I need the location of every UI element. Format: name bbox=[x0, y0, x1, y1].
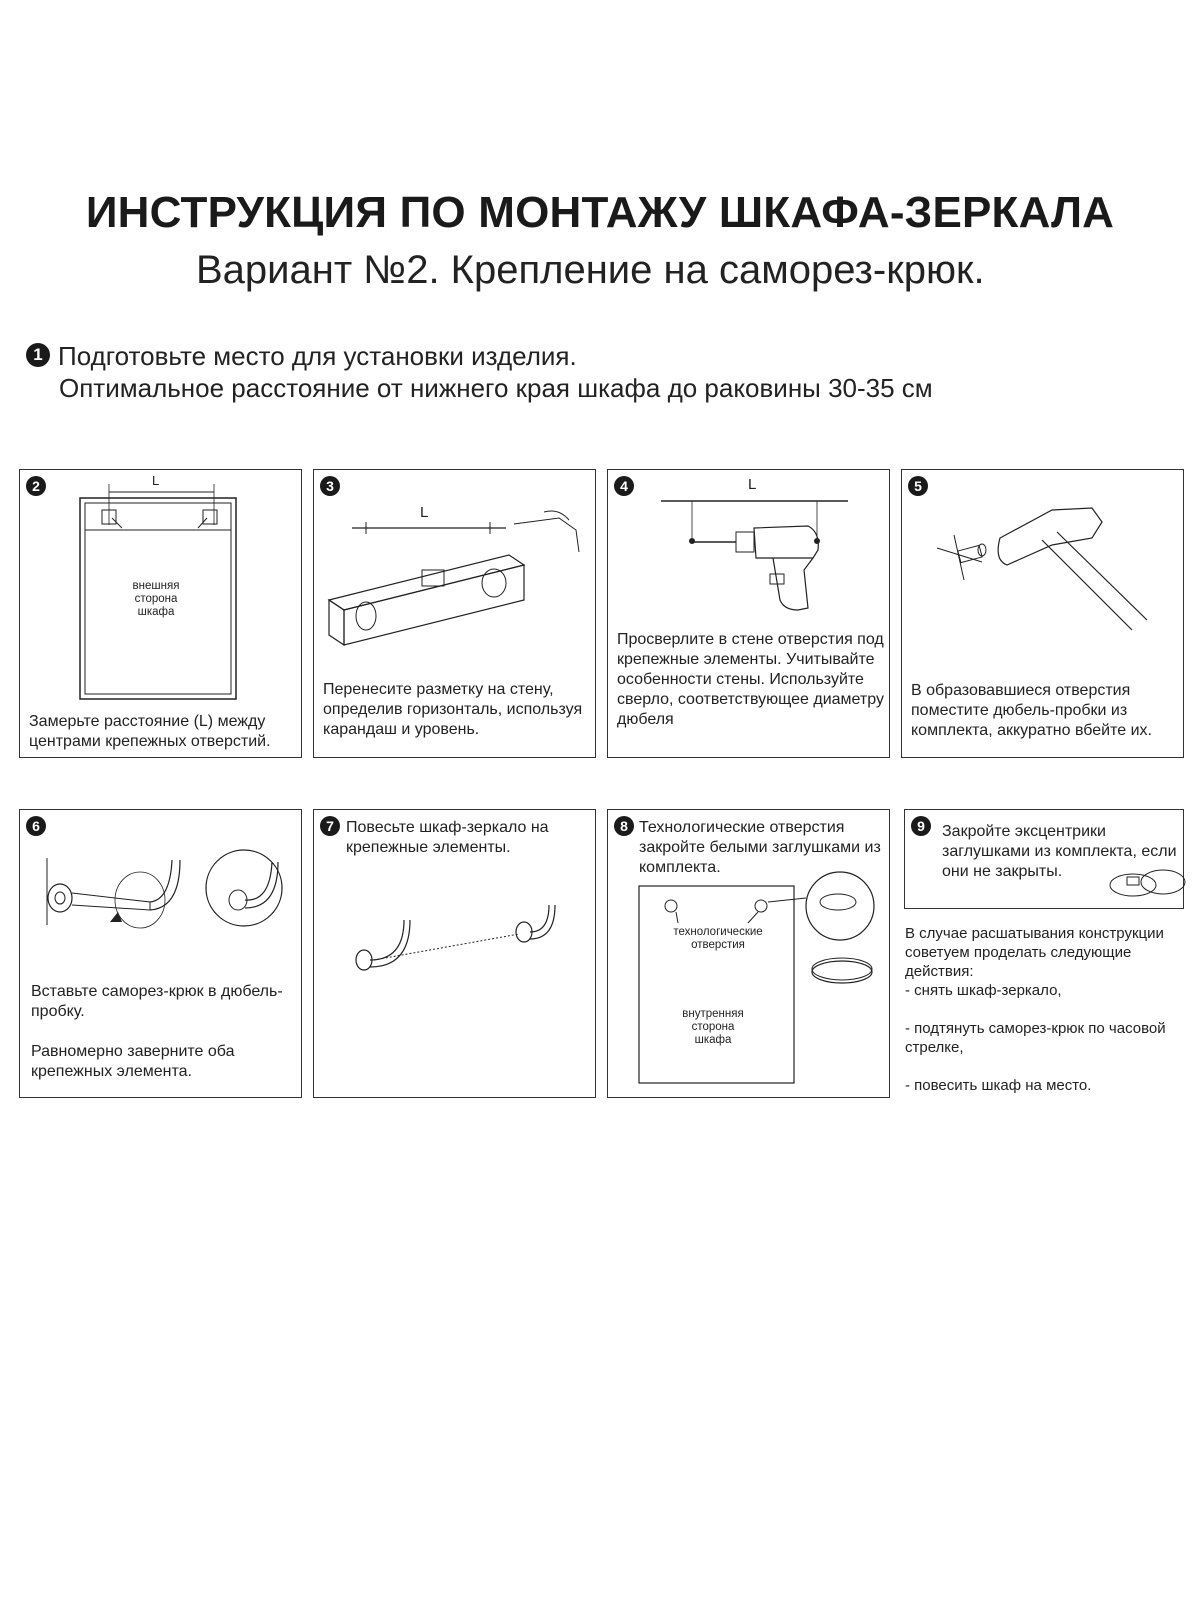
step-2-l-label: L bbox=[152, 473, 160, 488]
notes-item-3: - повесить шкаф на место. bbox=[905, 1077, 1092, 1094]
step-6-panel bbox=[19, 809, 302, 1098]
step-2-panel bbox=[19, 469, 302, 758]
step-6-text-a: Вставьте саморез-крюк в дюбель-пробку. bbox=[31, 983, 283, 1020]
step-6-text-b: Равномерно заверните оба крепежных элемента. bbox=[31, 1043, 235, 1080]
step-7-number: 7 bbox=[320, 816, 340, 836]
step-3-l-label: L bbox=[420, 504, 429, 521]
step-5-text: В образовавшиеся отверстия поместите дюбель-пробки из комплекта, аккуратно вбейте их. bbox=[911, 682, 1152, 739]
step-3-number: 3 bbox=[320, 476, 340, 496]
step-4-text: Просверлите в стене отверстия под крепежные элементы. Учитывайте особенности стены. Используйте сверло, соответствующее диаметру дюбеля bbox=[617, 631, 884, 728]
step-2-text: Замерьте расстояние (L) между центрами крепежных отверстий. bbox=[29, 713, 271, 750]
page-subtitle: Вариант №2. Крепление на саморез-крюк. bbox=[196, 248, 985, 292]
step-6-number: 6 bbox=[26, 816, 46, 836]
troubleshooting-notes bbox=[905, 924, 1195, 1095]
step-9-text: Закройте эксцентрики заглушками из комплекта, если они не закрыты. bbox=[942, 823, 1177, 880]
page-title: ИНСТРУКЦИЯ ПО МОНТАЖУ ШКАФА-ЗЕРКАЛА bbox=[85, 188, 1115, 237]
step-9-number: 9 bbox=[911, 816, 931, 836]
step-4-panel bbox=[607, 469, 890, 758]
outer-side-label: внешняя сторона шкафа bbox=[132, 580, 180, 618]
step-7-text: Повесьте шкаф-зеркало на крепежные элементы. bbox=[346, 819, 549, 856]
step-3-text: Перенесите разметку на стену, определив горизонталь, используя карандаш и уровень. bbox=[323, 681, 583, 738]
step-1-line2: Оптимальное расстояние от нижнего края шкафа до раковины 30-35 см bbox=[59, 373, 933, 403]
step-4-l-label: L bbox=[748, 476, 757, 493]
step-4-number: 4 bbox=[614, 476, 634, 496]
notes-item-2: - подтянуть саморез-крюк по часовой стрелке, bbox=[905, 1020, 1166, 1056]
step-8-number: 8 bbox=[614, 816, 634, 836]
step-8-text: Технологические отверстия закройте белыми заглушками из комплекта. bbox=[639, 819, 881, 876]
step-5-number: 5 bbox=[908, 476, 928, 496]
step-3-panel bbox=[313, 469, 596, 758]
notes-item-1: - снять шкаф-зеркало, bbox=[905, 982, 1062, 999]
step-1-number: 1 bbox=[26, 343, 50, 367]
step-1 bbox=[26, 340, 933, 404]
tech-holes-label: технологические отверстия bbox=[673, 926, 763, 951]
step-8-panel bbox=[607, 809, 890, 1098]
notes-intro: В случае расшатывания конструкции советуем проделать следующие действия: bbox=[905, 925, 1164, 980]
step-5-panel bbox=[901, 469, 1184, 758]
step-1-line1: Подготовьте место для установки изделия. bbox=[58, 341, 577, 371]
step-9-panel bbox=[904, 809, 1184, 909]
inner-side-label: внутренняя сторона шкафа bbox=[682, 1008, 744, 1046]
step-7-panel bbox=[313, 809, 596, 1098]
step-2-number: 2 bbox=[26, 476, 46, 496]
